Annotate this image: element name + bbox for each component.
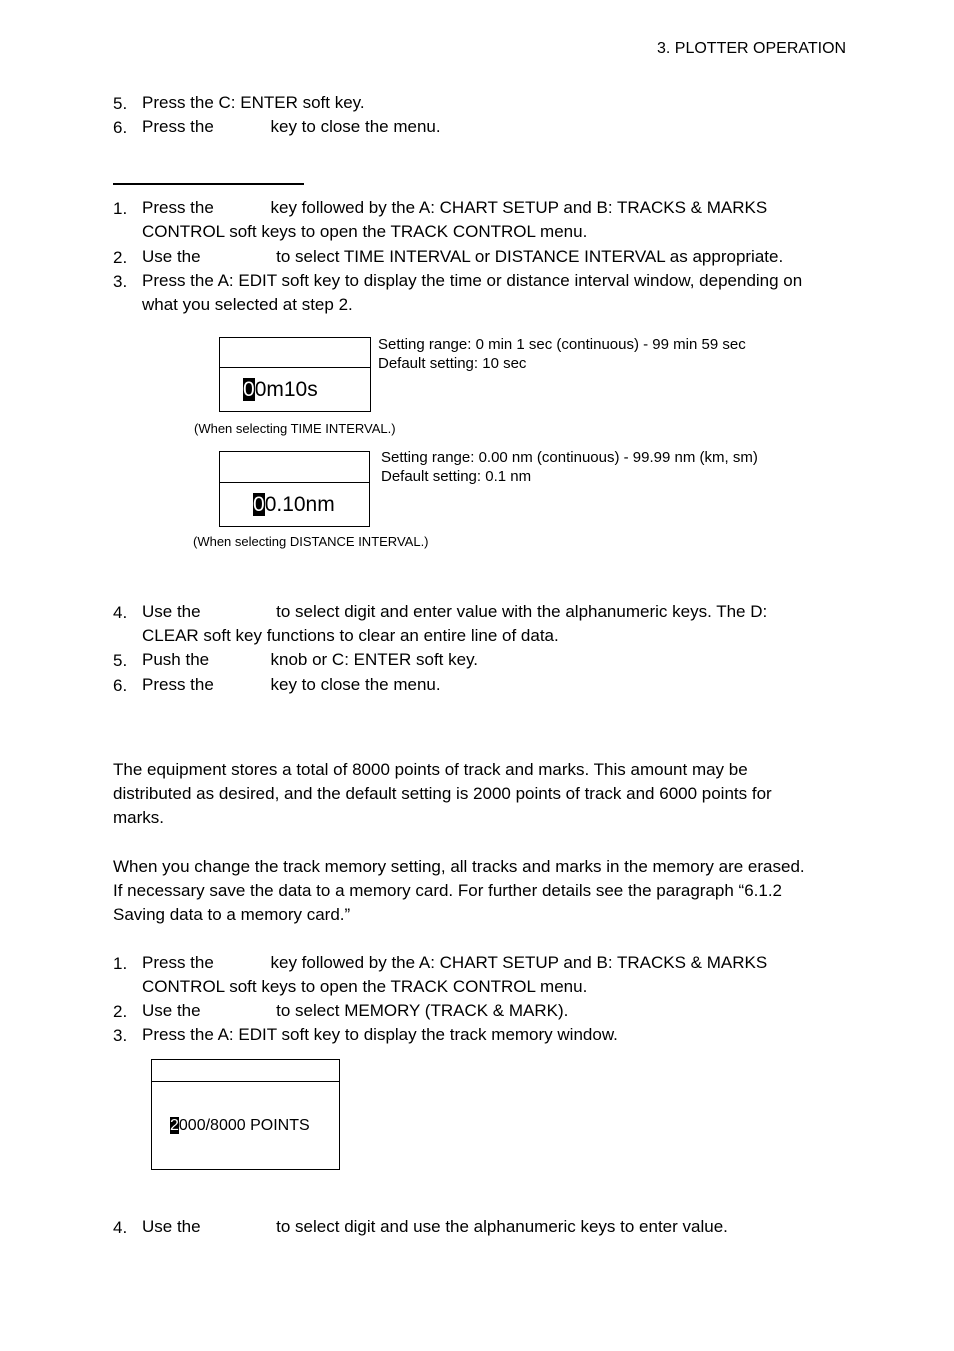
step-text-continued: CONTROL soft keys to open the TRACK CONTROL menu.	[142, 977, 588, 996]
step-text: Press the A: EDIT soft key to display the track memory window.	[142, 1025, 618, 1044]
default-setting-note: Default setting: 0.1 nm	[381, 468, 532, 485]
section-heading-rule	[113, 183, 304, 185]
value-text: 0m10s	[254, 378, 318, 401]
step-number: 3.	[113, 1026, 128, 1045]
paragraph-line: The equipment stores a total of 8000 points of track and marks. This amount may be	[113, 760, 748, 779]
step-number: 1.	[113, 954, 128, 973]
step-text-continued: what you selected at step 2.	[142, 295, 353, 314]
digit-cursor: 0	[253, 493, 265, 516]
step-text: Press the key to close the menu.	[142, 675, 441, 694]
distance-interval-window	[219, 451, 370, 527]
chapter-header: 3. PLOTTER OPERATION	[657, 40, 847, 57]
paragraph-line: Saving data to a memory card.”	[113, 905, 351, 924]
step-text: Press the key followed by the A: CHART SETUP and B: TRACKS & MARKS	[142, 198, 768, 217]
step-text: Press the key followed by the A: CHART SETUP and B: TRACKS & MARKS	[142, 953, 768, 972]
default-setting-note: Default setting: 10 sec	[378, 355, 527, 372]
step-text-continued: CLEAR soft key functions to clear an entire line of data.	[142, 626, 559, 645]
time-interval-window	[219, 337, 371, 412]
step-text: Press the A: EDIT soft key to display the time or distance interval window, depending on	[142, 271, 803, 290]
step-number: 4.	[113, 1218, 128, 1237]
step-number: 2.	[113, 1002, 128, 1021]
step-number: 1.	[113, 199, 128, 218]
figure-caption: (When selecting DISTANCE INTERVAL.)	[193, 534, 429, 549]
step-text: Push the knob or C: ENTER soft key.	[142, 650, 479, 669]
value-text: 0.10nm	[264, 493, 335, 516]
track-memory-value	[170, 1117, 310, 1135]
step-text: Press the C: ENTER soft key.	[142, 93, 365, 112]
distance-interval-value	[253, 493, 335, 517]
step-number: 2.	[113, 248, 128, 267]
window-title-bar	[152, 1060, 339, 1082]
digit-cursor: 2	[170, 1117, 179, 1134]
paragraph-line: distributed as desired, and the default setting is 2000 points of track and 6000 points for	[113, 784, 772, 803]
window-title-bar	[220, 338, 370, 368]
track-memory-window	[151, 1059, 340, 1170]
step-number: 4.	[113, 603, 128, 622]
digit-cursor: 0	[243, 378, 255, 401]
step-number: 6.	[113, 118, 128, 137]
paragraph-line: marks.	[113, 808, 164, 827]
time-interval-value	[243, 378, 318, 402]
step-number: 5.	[113, 651, 128, 670]
value-text: 000/8000 POINTS	[178, 1117, 310, 1134]
step-text-continued: CONTROL soft keys to open the TRACK CONTROL menu.	[142, 222, 588, 241]
step-text: Use the to select digit and use the alphanumeric keys to enter value.	[142, 1217, 728, 1236]
window-title-bar	[220, 452, 369, 483]
paragraph-line: When you change the track memory setting, all tracks and marks in the memory are erased.	[113, 857, 805, 876]
step-text: Use the to select MEMORY (TRACK & MARK).	[142, 1001, 569, 1020]
figure-caption: (When selecting TIME INTERVAL.)	[194, 421, 396, 436]
step-number: 5.	[113, 94, 128, 113]
step-text: Press the key to close the menu.	[142, 117, 441, 136]
step-number: 3.	[113, 272, 128, 291]
setting-range-note: Setting range: 0.00 nm (continuous) - 99.99 nm (km, sm)	[381, 449, 758, 466]
step-text: Use the to select digit and enter value with the alphanumeric keys. The D:	[142, 602, 768, 621]
step-text: Use the to select TIME INTERVAL or DISTANCE INTERVAL as appropriate.	[142, 247, 784, 266]
step-number: 6.	[113, 676, 128, 695]
paragraph-line: If necessary save the data to a memory card. For further details see the paragraph “6.1.2	[113, 881, 783, 900]
setting-range-note: Setting range: 0 min 1 sec (continuous) - 99 min 59 sec	[378, 336, 746, 353]
